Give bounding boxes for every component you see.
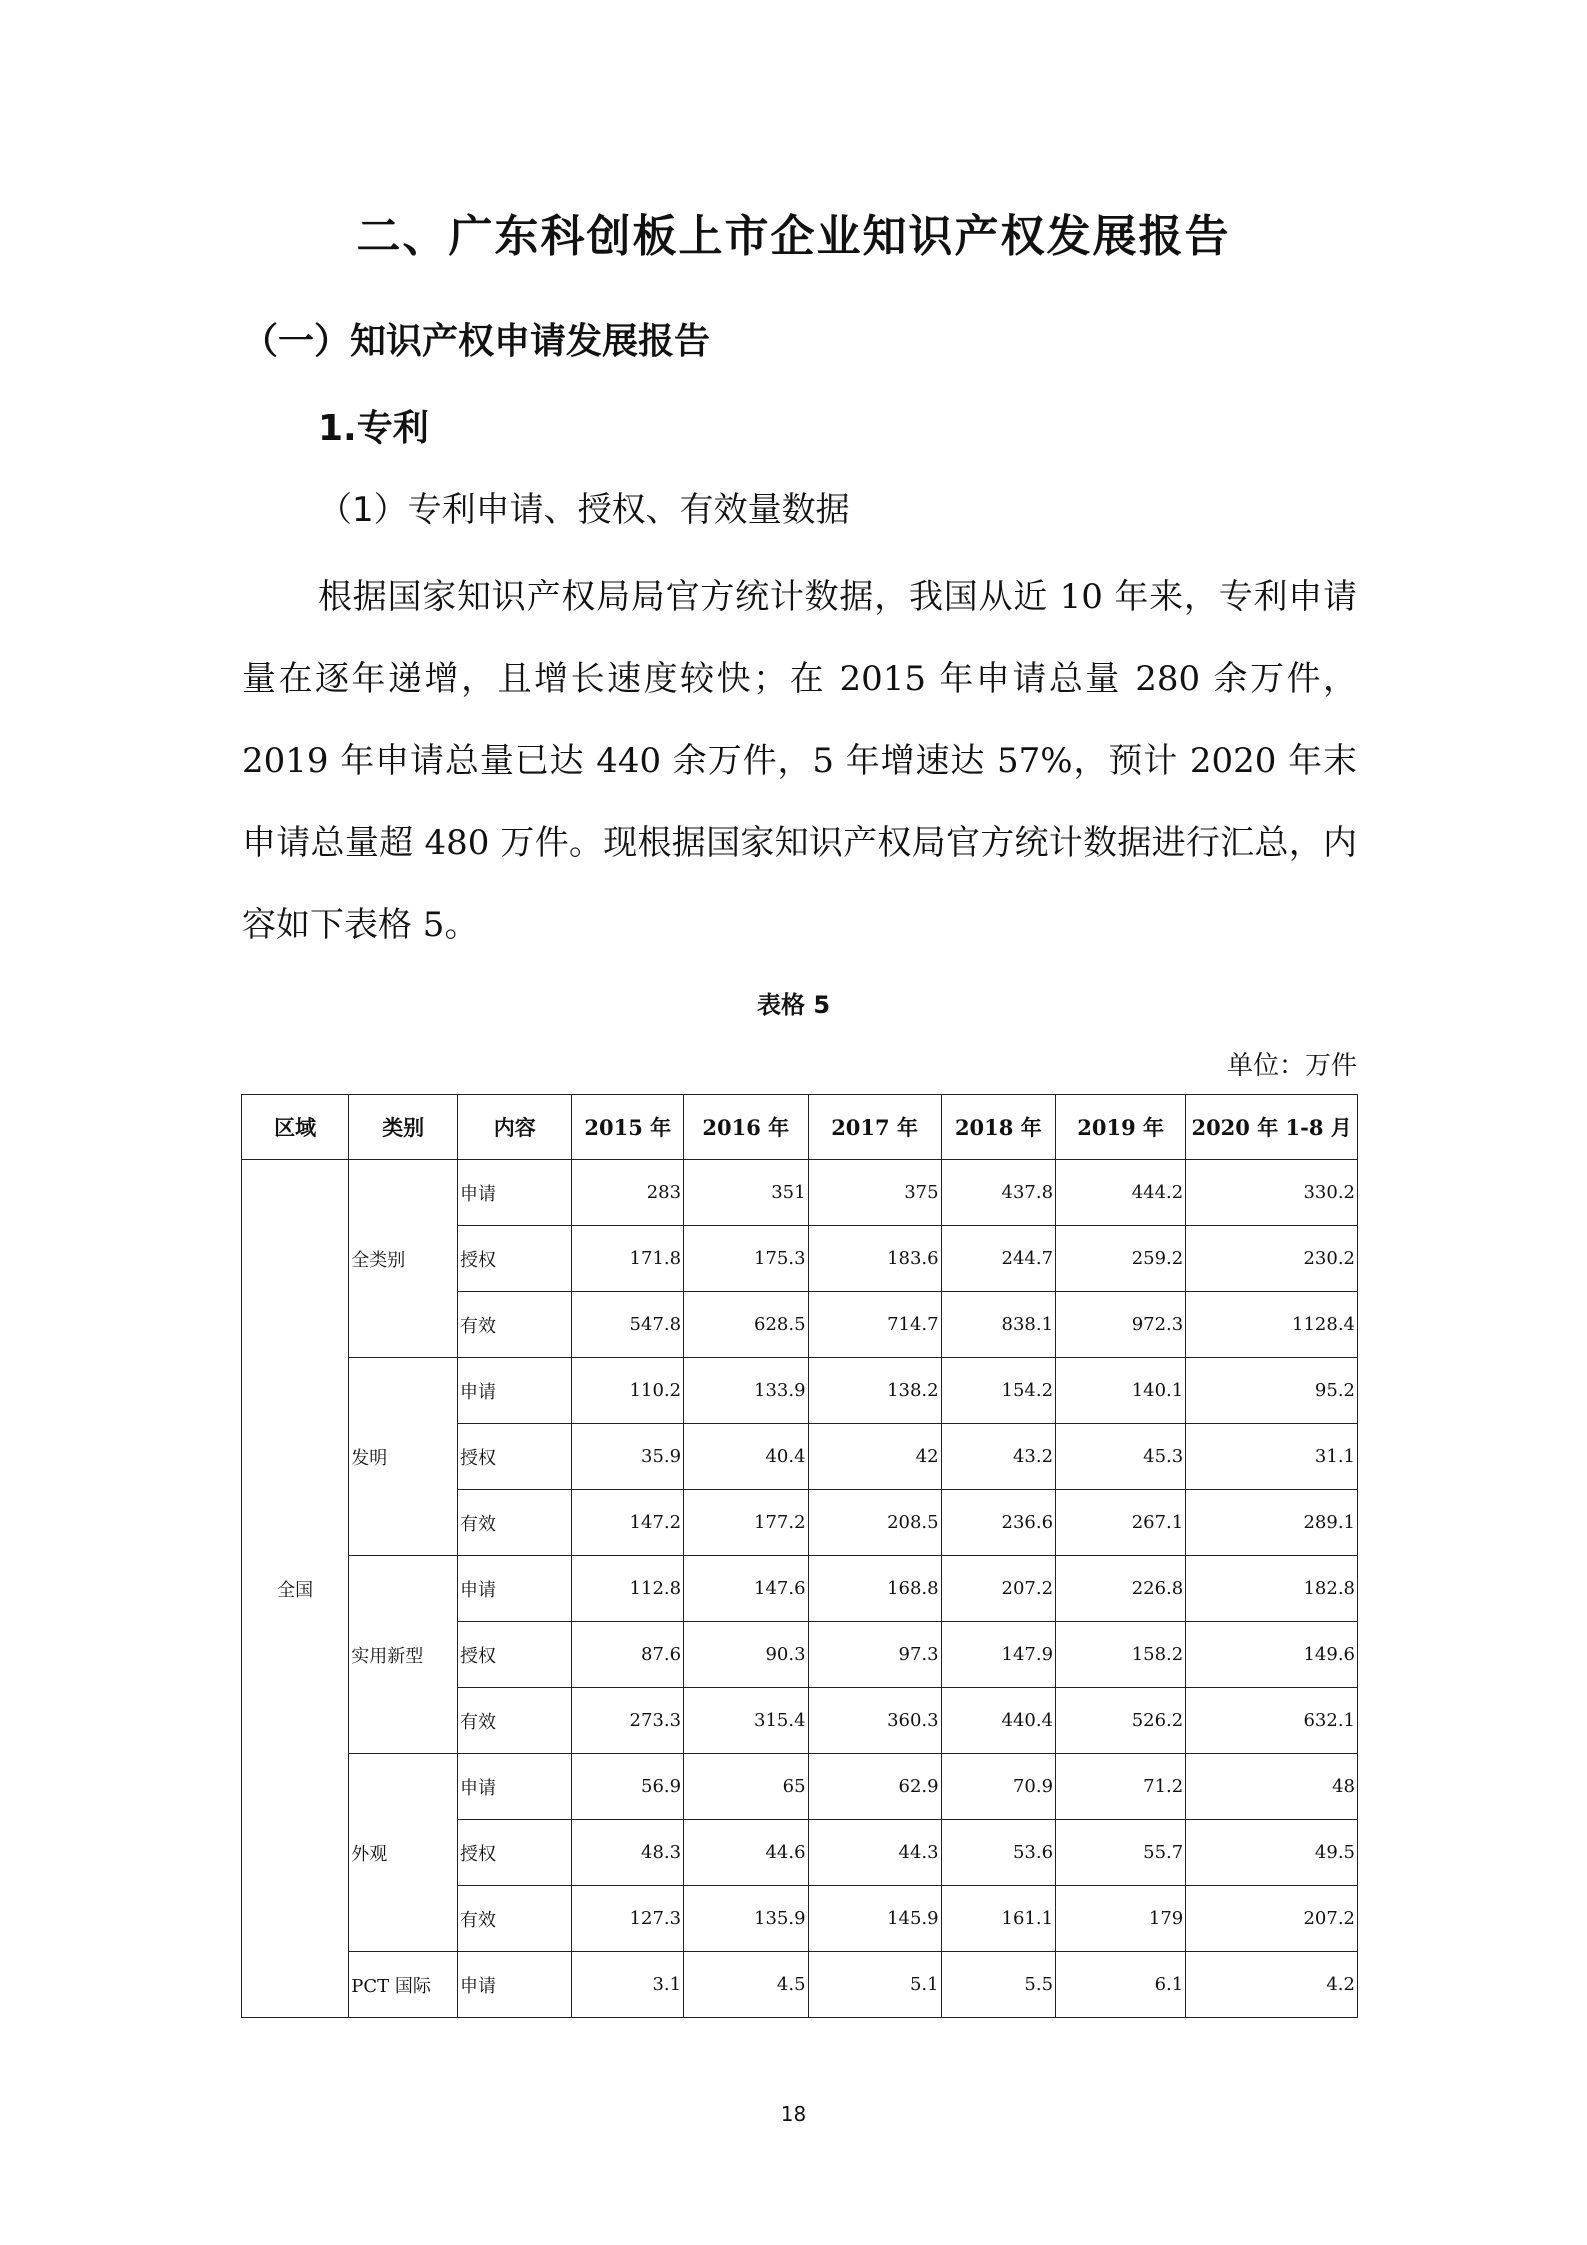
value-cell: 31.1 — [1186, 1424, 1358, 1490]
value-cell: 972.3 — [1056, 1292, 1186, 1358]
value-cell: 48 — [1186, 1754, 1358, 1820]
page-title: 二、广东科创板上市企业知识产权发展报告 — [356, 211, 1231, 262]
value-cell: 168.8 — [808, 1556, 941, 1622]
item-cell: 授权 — [458, 1820, 572, 1886]
value-cell: 135.9 — [684, 1886, 808, 1952]
value-cell: 44.6 — [684, 1820, 808, 1886]
value-cell: 208.5 — [808, 1490, 941, 1556]
value-cell: 44.3 — [808, 1820, 941, 1886]
value-cell: 147.6 — [684, 1556, 808, 1622]
value-cell: 6.1 — [1056, 1952, 1186, 2018]
value-cell: 236.6 — [941, 1490, 1055, 1556]
value-cell: 65 — [684, 1754, 808, 1820]
value-cell: 87.6 — [572, 1622, 684, 1688]
value-cell: 714.7 — [808, 1292, 941, 1358]
header-cell: 2017 年 — [808, 1095, 941, 1160]
value-cell: 547.8 — [572, 1292, 684, 1358]
body-paragraph: 根据国家知识产权局局官方统计数据，我国从近 10 年来，专利申请量在逐年递增，且增长速度较快；在 2015 年申请总量 280 余万件，2019 年申请总量已达 440 余万件，5 年增速达 57%，预计 2020 年末申请总量超 480 万件。现根据国家知识产权局官方统计数据进行汇总，内容如下表格 5。 — [242, 577, 1357, 945]
value-cell: 437.8 — [941, 1160, 1055, 1226]
value-cell: 127.3 — [572, 1886, 684, 1952]
value-cell: 138.2 — [808, 1358, 941, 1424]
value-cell: 230.2 — [1186, 1226, 1358, 1292]
header-cell: 2020 年 1-8 月 — [1186, 1095, 1358, 1160]
value-cell: 149.6 — [1186, 1622, 1358, 1688]
value-cell: 71.2 — [1056, 1754, 1186, 1820]
value-cell: 49.5 — [1186, 1820, 1358, 1886]
value-cell: 440.4 — [941, 1688, 1055, 1754]
value-cell: 147.2 — [572, 1490, 684, 1556]
item-cell: 有效 — [458, 1886, 572, 1952]
category-cell: PCT 国际 — [349, 1952, 458, 2018]
item-cell: 授权 — [458, 1622, 572, 1688]
item-cell: 有效 — [458, 1490, 572, 1556]
header-cell: 2018 年 — [941, 1095, 1055, 1160]
header-cell: 2015 年 — [572, 1095, 684, 1160]
value-cell: 375 — [808, 1160, 941, 1226]
header-cell: 内容 — [458, 1095, 572, 1160]
header-cell: 2016 年 — [684, 1095, 808, 1160]
value-cell: 628.5 — [684, 1292, 808, 1358]
table-row — [242, 1358, 1358, 1424]
value-cell: 171.8 — [572, 1226, 684, 1292]
table-header-row — [242, 1095, 1358, 1160]
value-cell: 95.2 — [1186, 1358, 1358, 1424]
value-cell: 158.2 — [1056, 1622, 1186, 1688]
category-cell: 实用新型 — [349, 1556, 458, 1754]
item-cell: 申请 — [458, 1160, 572, 1226]
value-cell: 43.2 — [941, 1424, 1055, 1490]
value-cell: 526.2 — [1056, 1688, 1186, 1754]
value-cell: 90.3 — [684, 1622, 808, 1688]
value-cell: 45.3 — [1056, 1424, 1186, 1490]
value-cell: 35.9 — [572, 1424, 684, 1490]
value-cell: 289.1 — [1186, 1490, 1358, 1556]
item-cell: 申请 — [458, 1754, 572, 1820]
value-cell: 179 — [1056, 1886, 1186, 1952]
value-cell: 226.8 — [1056, 1556, 1186, 1622]
value-cell: 5.1 — [808, 1952, 941, 2018]
value-cell: 48.3 — [572, 1820, 684, 1886]
value-cell: 244.7 — [941, 1226, 1055, 1292]
table-caption: 表格 5 — [756, 991, 831, 1019]
value-cell: 154.2 — [941, 1358, 1055, 1424]
item-cell: 有效 — [458, 1292, 572, 1358]
item-cell: 申请 — [458, 1952, 572, 2018]
value-cell: 259.2 — [1056, 1226, 1186, 1292]
table-row — [242, 1160, 1358, 1226]
value-cell: 145.9 — [808, 1886, 941, 1952]
table-row — [242, 1952, 1358, 2018]
value-cell: 70.9 — [941, 1754, 1055, 1820]
value-cell: 330.2 — [1186, 1160, 1358, 1226]
item-cell: 授权 — [458, 1424, 572, 1490]
value-cell: 55.7 — [1056, 1820, 1186, 1886]
table-row — [242, 1556, 1358, 1622]
value-cell: 351 — [684, 1160, 808, 1226]
value-cell: 315.4 — [684, 1688, 808, 1754]
value-cell: 62.9 — [808, 1754, 941, 1820]
value-cell: 207.2 — [941, 1556, 1055, 1622]
table-unit: 单位：万件 — [1226, 1051, 1357, 1081]
value-cell: 40.4 — [684, 1424, 808, 1490]
value-cell: 4.5 — [684, 1952, 808, 2018]
value-cell: 283 — [572, 1160, 684, 1226]
subsection-heading: 1.专利 — [318, 408, 429, 449]
value-cell: 53.6 — [941, 1820, 1055, 1886]
page-number: 18 — [780, 2102, 807, 2126]
value-cell: 161.1 — [941, 1886, 1055, 1952]
value-cell: 97.3 — [808, 1622, 941, 1688]
section-heading: （一）知识产权申请发展报告 — [242, 321, 711, 362]
value-cell: 4.2 — [1186, 1952, 1358, 2018]
category-cell: 发明 — [349, 1358, 458, 1556]
table-body — [242, 1160, 1358, 2018]
category-cell: 全类别 — [349, 1160, 458, 1358]
item-cell: 授权 — [458, 1226, 572, 1292]
value-cell: 147.9 — [941, 1622, 1055, 1688]
value-cell: 182.8 — [1186, 1556, 1358, 1622]
header-cell: 区域 — [242, 1095, 349, 1160]
value-cell: 5.5 — [941, 1952, 1055, 2018]
value-cell: 175.3 — [684, 1226, 808, 1292]
item-cell: 申请 — [458, 1556, 572, 1622]
value-cell: 444.2 — [1056, 1160, 1186, 1226]
value-cell: 3.1 — [572, 1952, 684, 2018]
value-cell: 360.3 — [808, 1688, 941, 1754]
value-cell: 273.3 — [572, 1688, 684, 1754]
subsubsection-heading: （1）专利申请、授权、有效量数据 — [318, 490, 850, 530]
patent-data-table — [241, 1094, 1358, 2018]
value-cell: 838.1 — [941, 1292, 1055, 1358]
value-cell: 140.1 — [1056, 1358, 1186, 1424]
value-cell: 110.2 — [572, 1358, 684, 1424]
value-cell: 56.9 — [572, 1754, 684, 1820]
item-cell: 有效 — [458, 1688, 572, 1754]
value-cell: 42 — [808, 1424, 941, 1490]
region-cell: 全国 — [242, 1160, 349, 2018]
value-cell: 177.2 — [684, 1490, 808, 1556]
value-cell: 133.9 — [684, 1358, 808, 1424]
category-cell: 外观 — [349, 1754, 458, 1952]
value-cell: 267.1 — [1056, 1490, 1186, 1556]
value-cell: 207.2 — [1186, 1886, 1358, 1952]
table-row — [242, 1754, 1358, 1820]
value-cell: 1128.4 — [1186, 1292, 1358, 1358]
header-cell: 类别 — [349, 1095, 458, 1160]
value-cell: 632.1 — [1186, 1688, 1358, 1754]
item-cell: 申请 — [458, 1358, 572, 1424]
value-cell: 183.6 — [808, 1226, 941, 1292]
header-cell: 2019 年 — [1056, 1095, 1186, 1160]
value-cell: 112.8 — [572, 1556, 684, 1622]
